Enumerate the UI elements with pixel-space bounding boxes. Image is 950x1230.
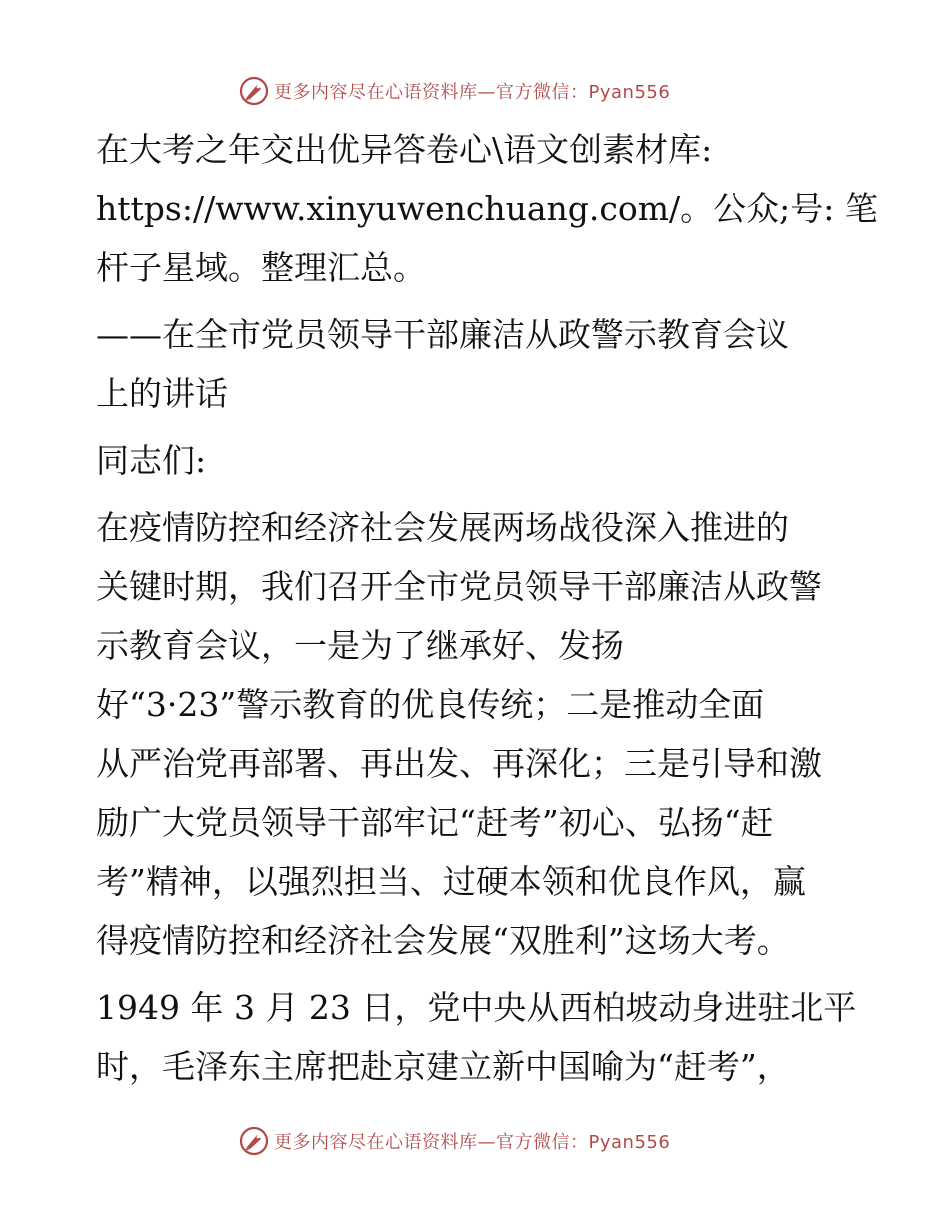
footer-banner[interactable] bbox=[238, 1124, 718, 1158]
text-line: ——在全市党员领导干部廉洁从政警示教育会议 bbox=[96, 315, 789, 354]
pen-nib-logo-icon bbox=[238, 1125, 270, 1157]
text-line: 在疫情防控和经济社会发展两场战役深入推进的 bbox=[96, 508, 789, 547]
text-line: 杆子星域。整理汇总。 bbox=[96, 248, 426, 287]
paragraph-subtitle bbox=[96, 305, 856, 423]
text-line: 同志们: bbox=[96, 441, 207, 480]
text-line: https://www.xinyuwenchuang.com/。公众;号: 笔 bbox=[96, 189, 878, 228]
paragraph-salutation bbox=[96, 431, 856, 490]
pen-nib-logo-icon bbox=[238, 75, 270, 107]
text-line: 好“3·23”警示教育的优良传统；二是推动全面 bbox=[96, 685, 765, 724]
text-line: 得疫情防控和经济社会发展“双胜利”这场大考。 bbox=[96, 921, 790, 960]
text-line: 上的讲话 bbox=[96, 374, 228, 413]
text-line: 励广大党员领导干部牢记“赶考”初心、弘扬“赶 bbox=[96, 803, 774, 842]
text-line: 从严治党再部署、再出发、再深化；三是引导和激 bbox=[96, 744, 822, 783]
footer-banner-text: 更多内容尽在心语资料库—官方微信：Pyan556 bbox=[274, 1132, 671, 1153]
text-line: 1949 年 3 月 23 日，党中央从西柏坡动身进驻北平 bbox=[96, 988, 857, 1027]
paragraph-source bbox=[96, 120, 878, 297]
paragraph-body bbox=[96, 498, 856, 970]
header-banner-text: 更多内容尽在心语资料库—官方微信：Pyan556 bbox=[274, 82, 671, 103]
text-line: 在大考之年交出优异答卷心\语文创素材库: bbox=[96, 130, 713, 169]
document-body bbox=[96, 120, 878, 1104]
text-line: 时，毛泽东主席把赴京建立新中国喻为“赶考”， bbox=[96, 1047, 790, 1086]
header-banner[interactable] bbox=[238, 74, 718, 108]
text-line: 示教育会议，一是为了继承好、发扬 bbox=[96, 626, 624, 665]
text-line: 关键时期，我们召开全市党员领导干部廉洁从政警 bbox=[96, 567, 822, 606]
paragraph-history bbox=[96, 978, 856, 1096]
text-line: 考”精神，以强烈担当、过硬本领和优良作风，赢 bbox=[96, 862, 806, 901]
